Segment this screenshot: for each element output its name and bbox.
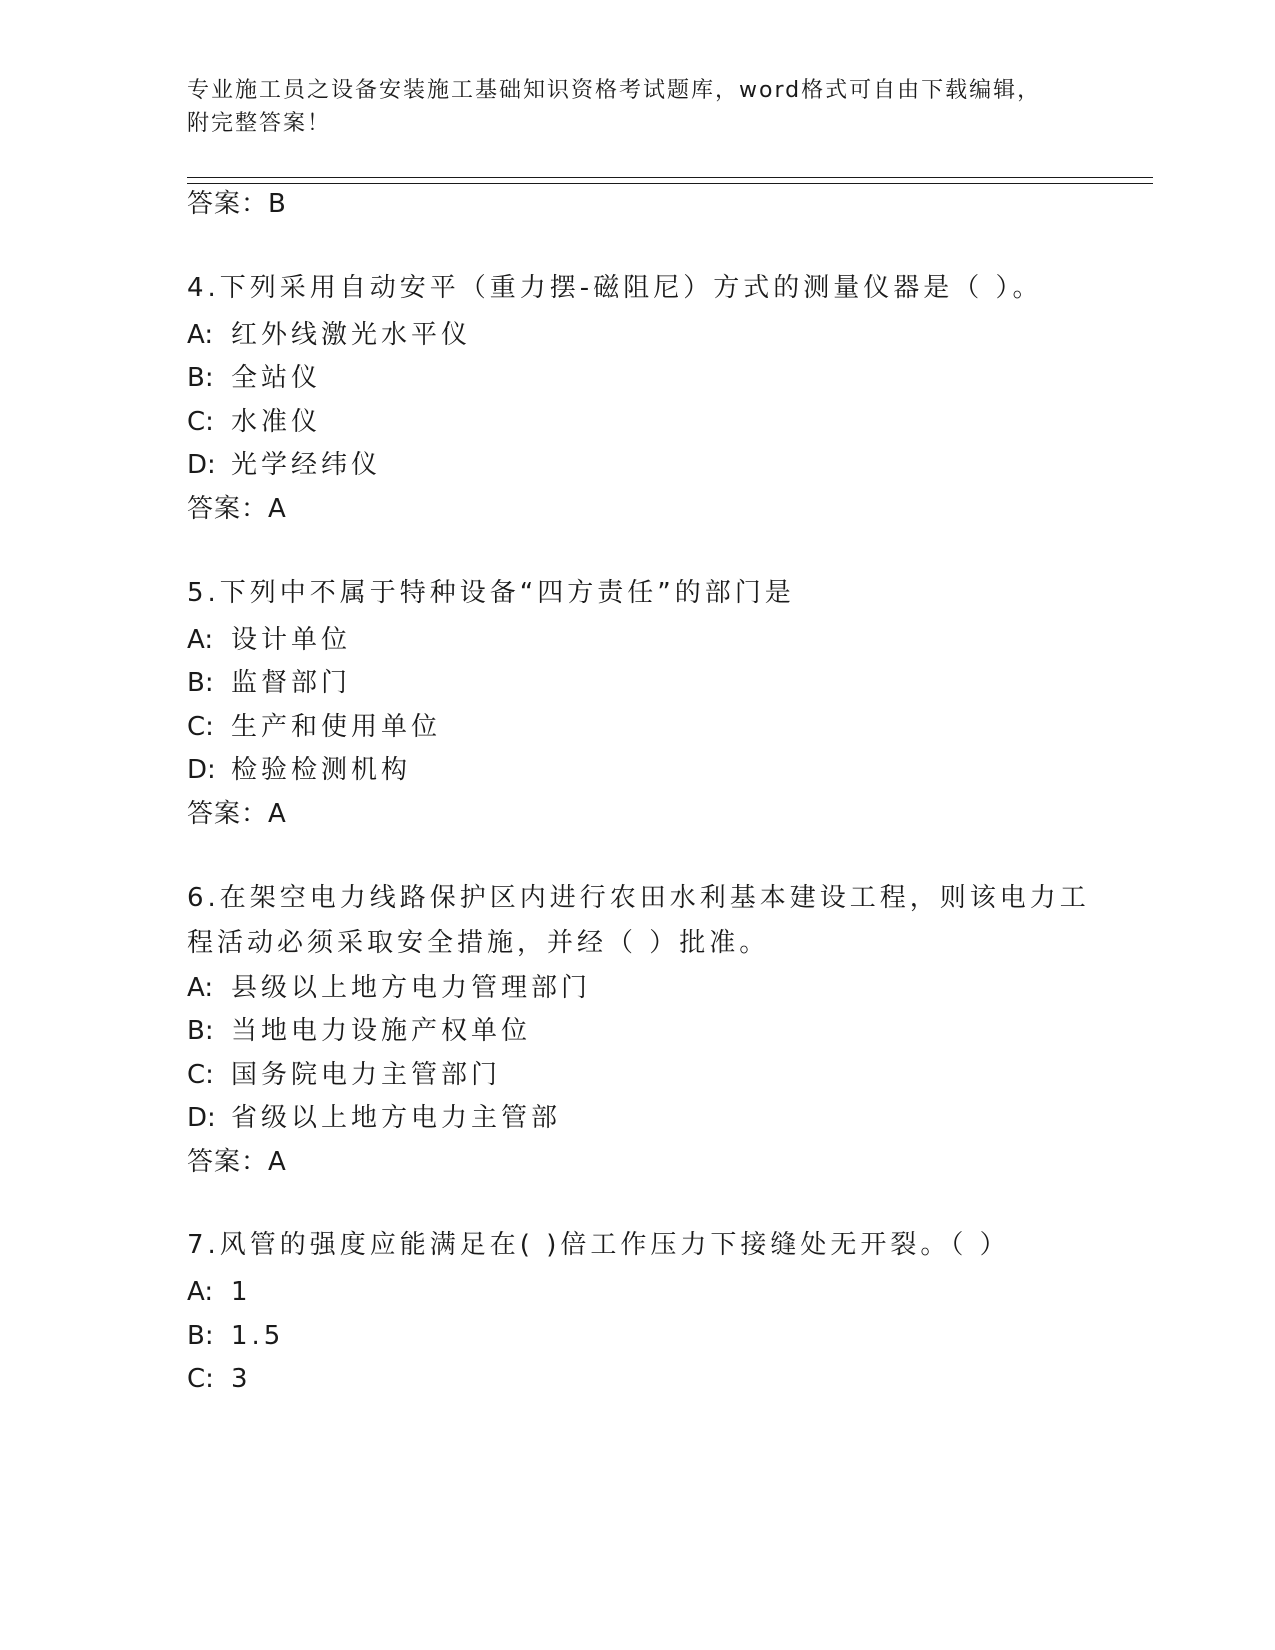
header-divider-bottom xyxy=(187,183,1153,184)
header-line-1: 专业施工员之设备安装施工基础知识资格考试题库，word格式可自由下载编辑， xyxy=(187,78,1042,103)
option-text: 国务院电力主管部门 xyxy=(231,1060,502,1090)
question-6-option-c xyxy=(187,1058,501,1092)
question-text: 7.风管的强度应能满足在( )倍工作压力下接缝处无开裂。（ ） xyxy=(187,1230,1010,1260)
option-text: 1.5 xyxy=(231,1321,285,1351)
option-key: A: xyxy=(187,973,214,1003)
question-7-option-b xyxy=(187,1319,284,1353)
option-key: D: xyxy=(187,1103,216,1133)
question-6-answer: 答案：A xyxy=(187,1147,287,1177)
option-key: B: xyxy=(187,1016,214,1046)
option-text: 县级以上地方电力管理部门 xyxy=(231,973,592,1003)
question-text: 4.下列采用自动安平（重力摆-磁阻尼）方式的测量仪器是（ ）。 xyxy=(187,273,1043,303)
document-header xyxy=(187,74,1087,140)
option-key: C: xyxy=(187,407,214,437)
question-5-answer: 答案：A xyxy=(187,799,287,829)
option-text: 光学经纬仪 xyxy=(231,450,382,480)
question-6-option-b xyxy=(187,1014,531,1048)
question-6-option-a xyxy=(187,971,591,1005)
option-text: 省级以上地方电力主管部 xyxy=(231,1103,562,1133)
question-4-option-b xyxy=(187,361,321,395)
option-key: C: xyxy=(187,712,214,742)
header-divider-top xyxy=(187,177,1153,178)
question-7-option-c xyxy=(187,1362,252,1396)
option-key: B: xyxy=(187,668,214,698)
option-key: A: xyxy=(187,320,214,350)
option-text: 1 xyxy=(231,1277,252,1307)
previous-answer: 答案：B xyxy=(187,189,287,219)
option-text: 水准仪 xyxy=(231,407,322,437)
question-4-answer: 答案：A xyxy=(187,494,287,524)
option-key: A: xyxy=(187,1277,214,1307)
option-key: D: xyxy=(187,450,216,480)
question-4-option-c xyxy=(187,405,321,439)
option-key: C: xyxy=(187,1364,214,1394)
option-text: 生产和使用单位 xyxy=(231,712,442,742)
question-4-option-a xyxy=(187,318,471,352)
option-text: 检验检测机构 xyxy=(231,755,412,785)
question-text-line-2: 程活动必须采取安全措施，并经（ ）批准。 xyxy=(187,928,770,958)
question-4 xyxy=(187,266,1067,311)
question-5-option-b xyxy=(187,666,351,700)
option-key: C: xyxy=(187,1060,214,1090)
question-5-option-c xyxy=(187,710,441,744)
question-5 xyxy=(187,571,1067,616)
option-text: 红外线激光水平仪 xyxy=(231,320,472,350)
question-5-option-a xyxy=(187,623,351,657)
option-key: B: xyxy=(187,1321,214,1351)
option-text: 监督部门 xyxy=(231,668,352,698)
header-line-2: 附完整答案！ xyxy=(187,111,332,136)
question-7-option-a xyxy=(187,1275,252,1309)
option-text: 设计单位 xyxy=(231,625,352,655)
option-text: 全站仪 xyxy=(231,363,322,393)
question-4-option-d xyxy=(187,448,381,482)
question-text-line-1: 6.在架空电力线路保护区内进行农田水利基本建设工程，则该电力工 xyxy=(187,883,1090,913)
option-key: B: xyxy=(187,363,214,393)
option-key: D: xyxy=(187,755,216,785)
option-text: 3 xyxy=(231,1364,252,1394)
option-key: A: xyxy=(187,625,214,655)
question-5-option-d xyxy=(187,753,411,787)
question-6 xyxy=(187,876,1090,966)
question-6-option-d xyxy=(187,1101,561,1135)
option-text: 当地电力设施产权单位 xyxy=(231,1016,532,1046)
question-text: 5.下列中不属于特种设备“四方责任”的部门是 xyxy=(187,578,795,608)
question-7 xyxy=(187,1223,1067,1268)
